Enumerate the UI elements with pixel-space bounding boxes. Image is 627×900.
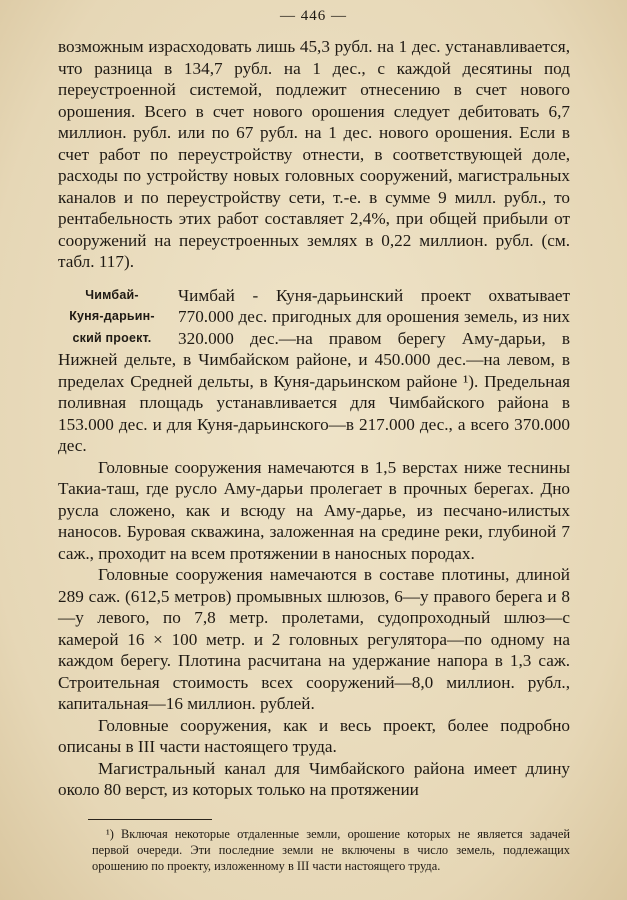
footnote-divider	[88, 819, 212, 820]
footnote-text: ¹) Включая некоторые отдаленные земли, орошение которых не является задачей первой очереди. Эти последние земли не включены в число земель, подлежащих орошению по проекту, изложенному в III части настоящего труда.	[92, 827, 570, 873]
chimbay-section	[58, 285, 570, 801]
paragraph: Головные сооружения намечаются в составе плотины, длиной 289 саж. (612,5 метров) промывных шлюзов, 6—у правого берега и 8—у левого, по 7,8 метр. пролетами, судопроходный шлюз—с камерой 16 × 100 метр. и 2 головных регулятора—по одному на каждом берегу. Плотина расчитана на удержание напора в 1,3 саж. Строительная стоимость всех сооружений—8,0 миллион. рубл., капитальная—16 миллион. рублей.	[58, 565, 570, 713]
margin-heading-line: Чимбай-	[85, 287, 139, 302]
paragraph-continuation: возможным израсходовать лишь 45,3 рубл. на 1 дес. устанавливается, что разница в 134,7 рубл. на 1 дес., с каждой десятины под переустроенной системой, подлежит отнесению в счет нового орошения. Всего в счет нового орошения следует дебитовать 6,7 миллион. рубл. или по 67 рубл. на 1 дес. нового орошения. Если в счет работ по переустройству отнести, в соответствующей доле, расходы по устройству новых головных сооружений, магистральных каналов и по переустройству сети, т.-е. в сумме 9 милл. рубл., то рентабельность этих работ составляет 2,4%, при общей прибыли от сооружений на переустроенных землях в 0,22 миллион. рубл. (см. табл. 117).	[58, 37, 570, 271]
margin-heading	[58, 285, 166, 350]
paragraph: Магистральный канал для Чимбайского района имеет длину около 80 верст, из которых только на протяжении	[58, 758, 570, 799]
main-text	[58, 36, 570, 801]
margin-heading-line: ский проект.	[72, 330, 152, 345]
paragraph: Головные сооружения намечаются в 1,5 верстах ниже теснины Такиа-таш, где русло Аму-дарьи пролегает в прочных берегах. Дно русла сложено, как и всюду на Аму-дарье, из песчано-илистых наносов. Буровая скважина, заложенная на средине реки, глубиной 7 саж., проходит на всем протяжении в наносных породах.	[58, 457, 570, 563]
page-number: — 446 —	[280, 8, 347, 24]
paragraph: Чимбай - Куня-дарьинский проект охватывает 770.000 дес. пригодных для орошения земель, из них 320.000 дес.—на правом берегу Аму-дарьи, в Нижней дельте, в Чимбайском районе, и 450.000 дес.—на левом, в пределах Средней дельты, в Куня-дарьинском районе ¹). Предельная поливная площадь устанавливается для Чимбайского района в 153.000 дес. и для Куня-дарьинского—в 217.000 дес., а всего 370.000 дес.	[58, 285, 570, 455]
margin-heading-line: Куня-дарьин-	[69, 309, 155, 323]
paragraph: Головные сооружения, как и весь проект, более подробно описаны в III части настоящего труда.	[58, 715, 570, 756]
footnote	[92, 826, 570, 874]
